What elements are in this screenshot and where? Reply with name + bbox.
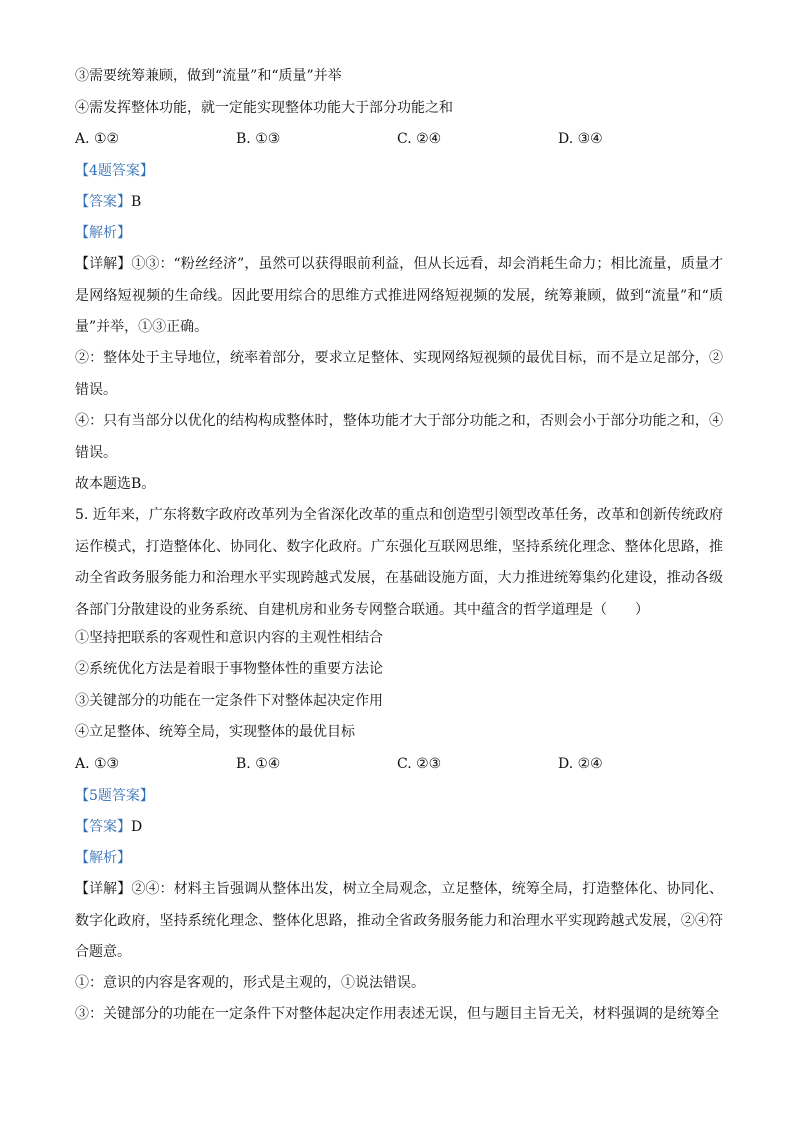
q5-statement-2: ②系统优化方法是着眼于事物整体性的重要方法论: [75, 661, 383, 677]
q4-choice-c: C. ②④: [397, 131, 442, 147]
q5-explanation-1: 【详解】②④：材料主旨强调从整体出发，树立全局观念，立足整体，统筹全局，打造整体化、协同化、数字化政府，坚持系统化理念、整体化思路，推动全省政务服务能力和治理水平实现跨越式发展，②④符合题意。: [75, 881, 723, 960]
q4-explanation-2: ②：整体处于主导地位，统率着部分，要求立足整体、实现网络短视频的最优目标，而不是立足部分，②错误。: [75, 350, 723, 398]
q4-choice-b: B. ①③: [236, 131, 281, 147]
q5-statement-1: ①坚持把联系的客观性和意识内容的主观性相结合: [75, 630, 383, 646]
q4-explanation-3: ④：只有当部分以优化的结构构成整体时，整体功能才大于部分功能之和，否则会小于部分功能之和，④错误。: [75, 413, 723, 461]
q5-answer-header: 【5题答案】: [75, 788, 154, 804]
answer-label: 【答案】: [75, 194, 131, 210]
q4-answer-header: 【4题答案】: [75, 163, 154, 179]
q4-statement-3: ③需要统筹兼顾，做到“流量”和“质量”并举: [75, 68, 342, 84]
q5-stem: 5. 近年来，广东将数字政府改革列为全省深化改革的重点和创造型引领型改革任务，改革和创新传统政府运作模式，打造整体化、协同化、数字化政府。广东强化互联网思维，坚持系统化理念、整体化思路，推动全省政务服务能力和治理水平实现跨越式发展，在基础设施方面，大力推进统筹集约化建设，推动各级各部门分散建设的业务系统、自建机房和业务专网整合联通。其中蕴含的哲学道理是（ ）: [75, 507, 723, 618]
answer-label: 【答案】: [75, 819, 131, 835]
answer-value: B: [131, 194, 142, 210]
q4-statement-4: ④需发挥整体功能，就一定能实现整体功能大于部分功能之和: [75, 100, 453, 116]
q5-explanation-3: ③：关键部分的功能在一定条件下对整体起决定作用表述无误，但与题目主旨无关，材料强调的是统筹全: [75, 1006, 719, 1022]
q4-choice-a: A. ①②: [75, 131, 120, 147]
q5-statement-4: ④立足整体、统筹全局，实现整体的最优目标: [75, 724, 355, 740]
q4-choice-d: D. ③④: [558, 131, 603, 147]
q4-explanation-1: 【详解】①③：“粉丝经济”，虽然可以获得眼前利益，但从长远看，却会消耗生命力；相比流量，质量才是网络短视频的生命线。因此要用综合的思维方式推进网络短视频的发展，统筹兼顾，做到“流量”和“质量”并举，①③正确。: [75, 256, 723, 335]
q4-analysis-header: 【解析】: [75, 225, 131, 241]
q5-explanation-2: ①：意识的内容是客观的，形式是主观的，①说法错误。: [75, 975, 425, 991]
q4-conclusion: 故本题选B。: [75, 476, 156, 492]
q5-answer: [75, 817, 142, 837]
q5-analysis-header: 【解析】: [75, 850, 131, 866]
q5-choice-c: C. ②③: [397, 756, 442, 772]
q5-statement-3: ③关键部分的功能在一定条件下对整体起决定作用: [75, 693, 383, 709]
q5-choice-b: B. ①④: [236, 756, 281, 772]
q4-answer: [75, 192, 141, 212]
answer-value: D: [131, 819, 143, 835]
q5-choice-d: D. ②④: [558, 756, 603, 772]
q5-choice-a: A. ①③: [75, 756, 120, 772]
